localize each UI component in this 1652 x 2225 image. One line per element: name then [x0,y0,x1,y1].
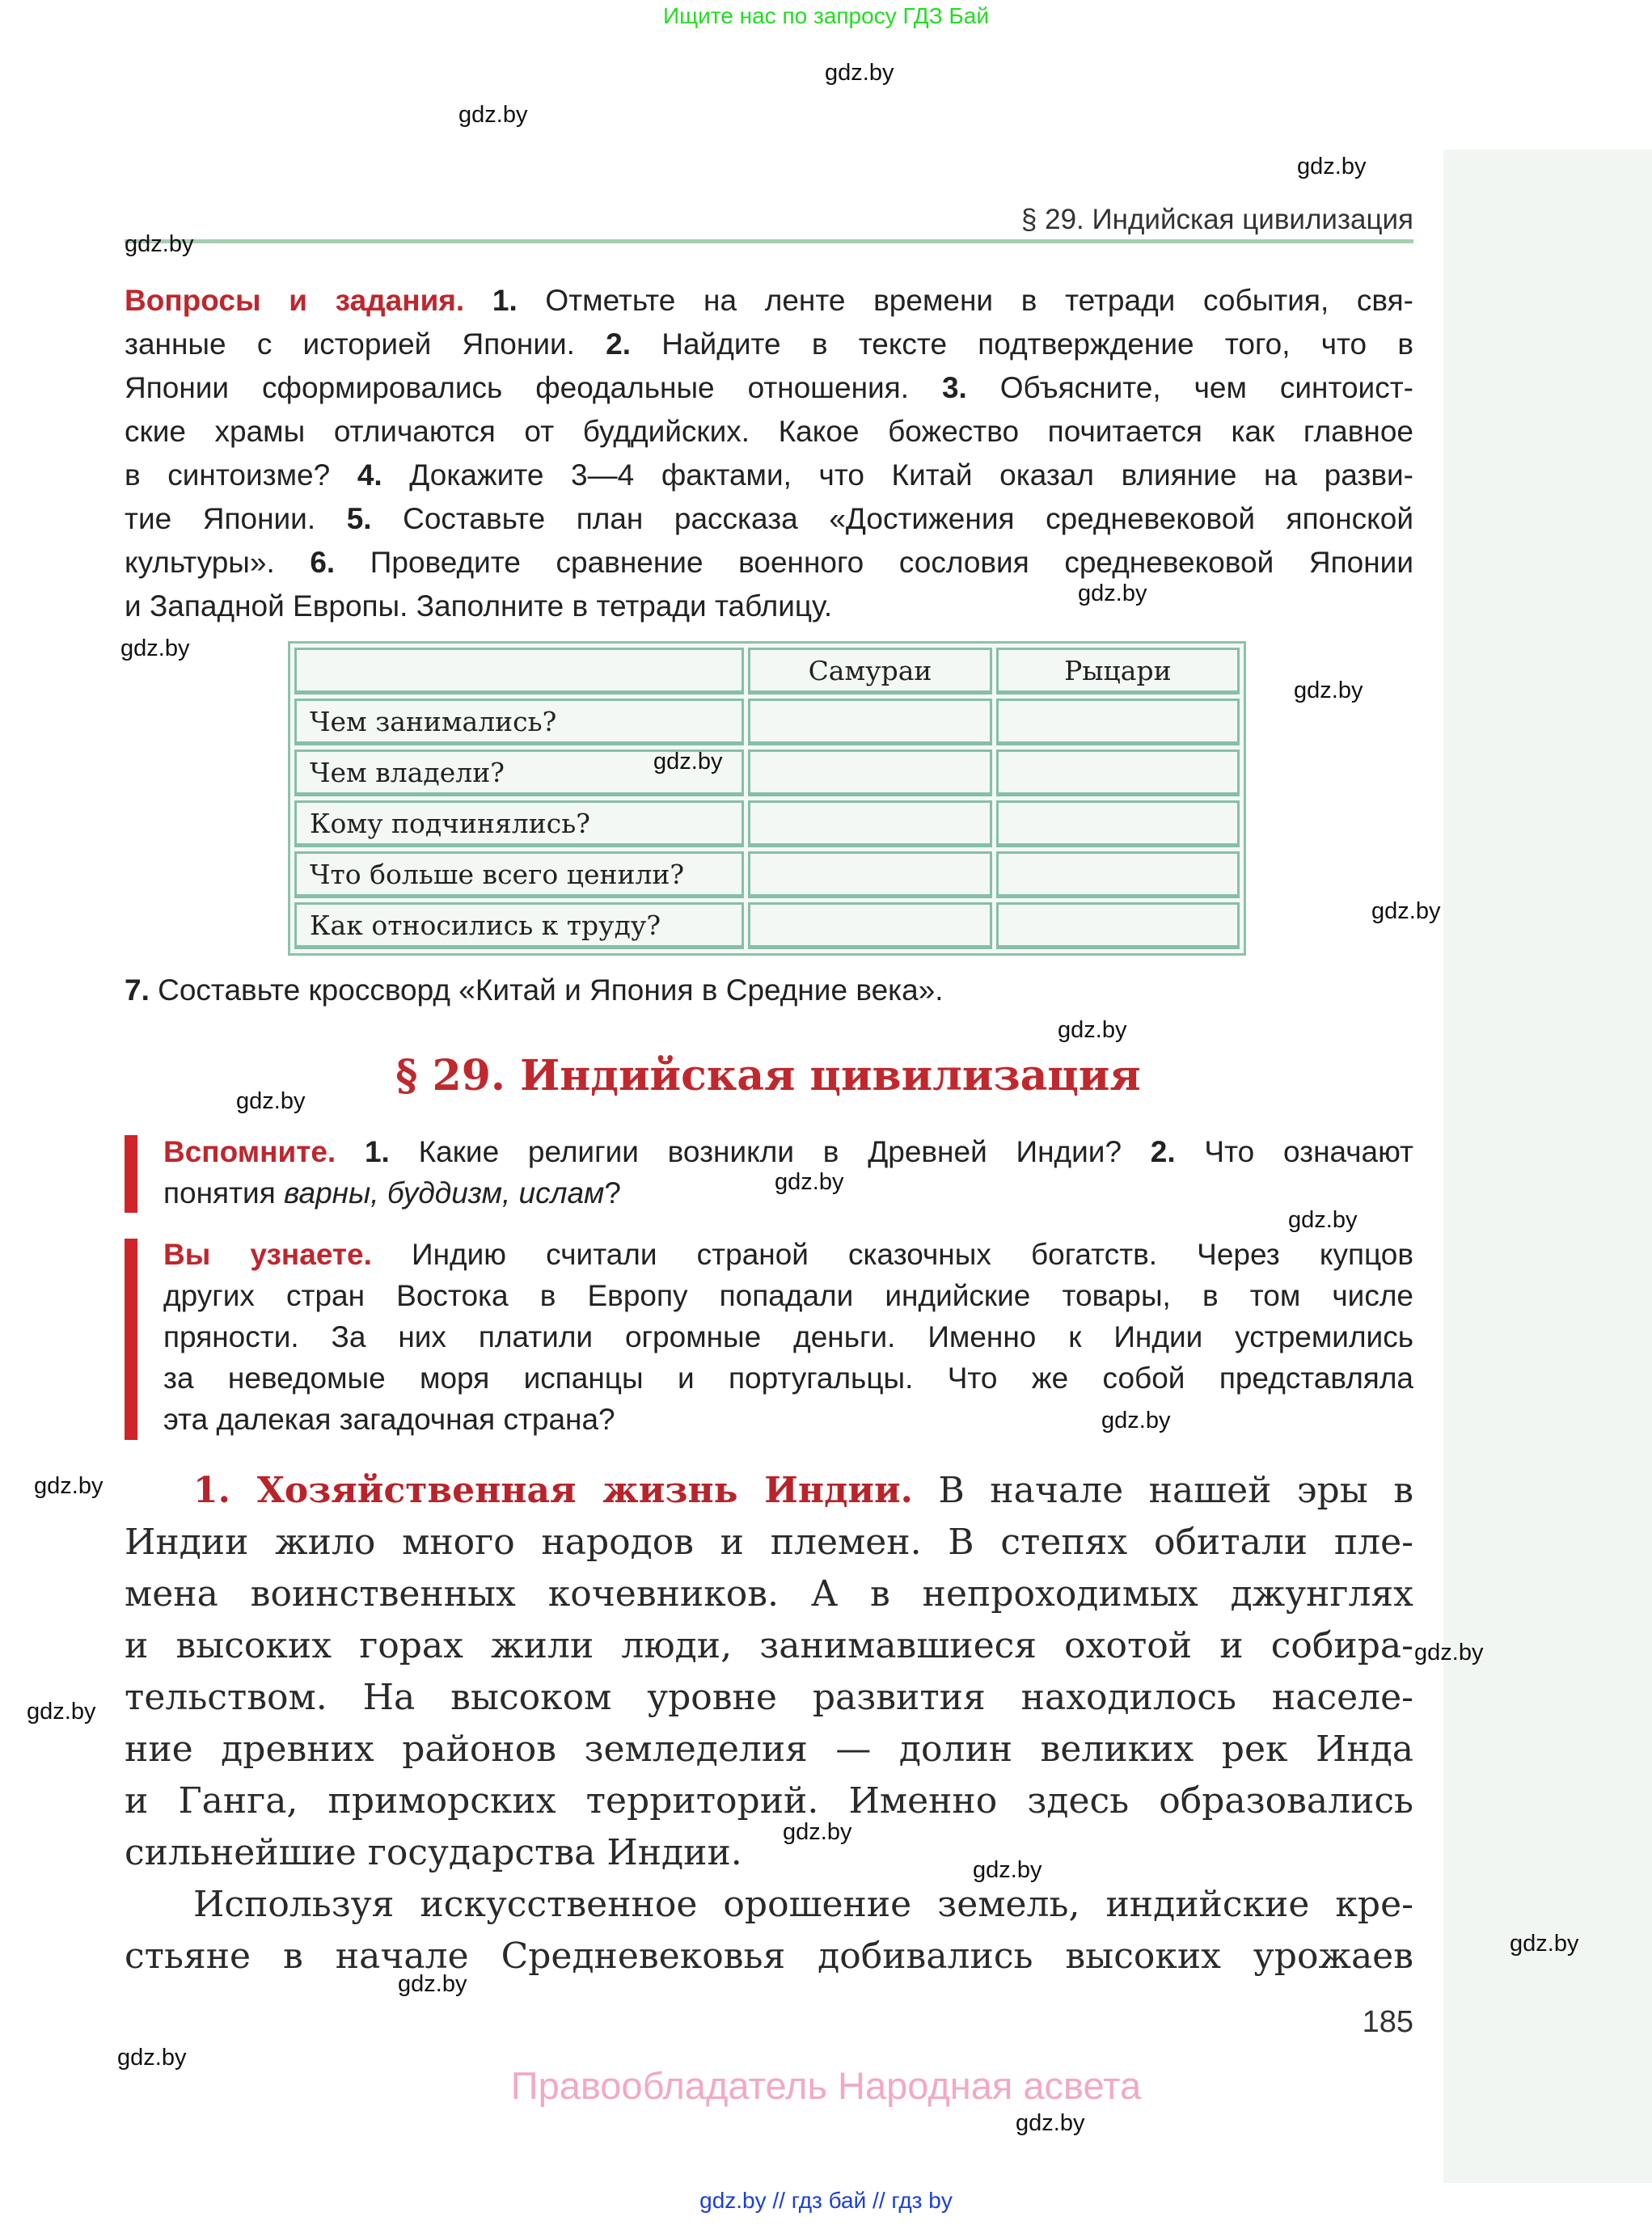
text-segment: 2. [606,327,632,361]
table-row-label: Чем занимались? [294,699,744,745]
header-rule [125,239,1413,243]
text-segment: Докажите 3—4 фактами, что Китай оказал влияние на разви- [382,458,1413,492]
text-segment: Вопросы и задания. [125,284,465,317]
text-line [125,589,1413,624]
section-title: § 29. Индийская цивилизация [395,1051,1141,1100]
text-segment: мена воинственных кочевников. А в непроходимых джунглях [125,1573,1413,1615]
table-cell [996,851,1240,898]
text-segment: Составьте кроссворд «Китай и Япония в Средние века». [149,973,944,1007]
text-line [125,283,1413,319]
task-7 [125,973,1413,1013]
gdz-watermark: gdz.by [973,1857,1042,1883]
text-segment: Индию считали страной сказочных богатств. Через купцов [371,1238,1413,1271]
text-line [125,458,1413,493]
gdz-watermark: gdz.by [825,60,894,86]
gdz-watermark: gdz.by [27,1699,96,1725]
text-segment: ? [604,1176,621,1210]
gdz-watermark: gdz.by [1101,1408,1171,1433]
table-cell [748,902,991,949]
text-segment: занные с историей Японии. [125,327,606,361]
text-segment: 6. [310,546,336,579]
table-cell [748,749,991,796]
table-cell [996,902,1240,949]
gdz-watermark: gdz.by [653,749,723,775]
text-segment: и Ганга, приморских территорий. Именно здесь образовались [125,1780,1413,1822]
gdz-watermark: gdz.by [34,1473,104,1499]
text-line [125,1830,1413,1876]
gdz-watermark: gdz.by [1288,1207,1358,1233]
table-header-cell: Рыцари [996,648,1240,695]
text-line [125,501,1413,537]
text-segment: 1. Хозяйственная жизнь Индии. [193,1470,913,1511]
table-cell [996,749,1240,796]
text-line [163,1237,1413,1273]
gdz-watermark: gdz.by [1058,1017,1127,1043]
table-row-label: Что больше всего ценили? [294,851,744,898]
text-line [163,1134,1413,1170]
text-line [125,545,1413,581]
text-segment: Найдите в тексте подтверждение того, что в [631,327,1413,361]
text-line [125,1520,1413,1565]
text-segment: Индии жило много народов и племен. В степях обитали пле- [125,1522,1413,1563]
learn-bar [125,1239,137,1440]
gdz-watermark: gdz.by [1297,154,1367,179]
text-segment: Отметьте на ленте времени в тетради события, свя- [517,284,1414,317]
text-segment: Что означают [1175,1135,1414,1168]
text-segment: 3. [941,371,967,404]
text-line [193,1882,1413,1927]
side-panel [1443,150,1652,2183]
text-line [163,1319,1413,1355]
text-segment: Проведите сравнение военного сословия средневековой Японии [335,546,1413,579]
table-row [294,749,1240,796]
text-line [125,1623,1413,1669]
gdz-watermark: gdz.by [1414,1640,1484,1666]
text-segment: ние древних районов земледелия — долин великих рек Инда [125,1729,1413,1770]
table-cell [996,800,1240,847]
text-segment: 7. [125,973,150,1007]
table-cell [748,699,991,745]
table-header-row [294,648,1240,695]
gdz-watermark: gdz.by [398,1971,467,1997]
questions-block [125,283,1413,639]
table-row [294,800,1240,847]
bottom-links[interactable]: gdz.by // гдз бай // гдз by [699,2188,953,2213]
text-line [125,1727,1413,1772]
text-segment: 1. [336,1135,390,1168]
gdz-watermark: gdz.by [1510,1931,1579,1957]
page-number: 185 [1362,2005,1413,2039]
gdz-watermark: gdz.by [236,1088,306,1114]
rights-holder-watermark: Правообладатель Народная асвета [510,2064,1142,2107]
table-cell [996,699,1240,745]
gdz-watermark: gdz.by [1016,2110,1085,2136]
text-segment: тие Японии. [125,502,347,535]
text-line [125,1572,1413,1617]
text-segment: 5. [346,502,372,535]
text-segment: стьяне в начале Средневековья добивались высоких урожаев [125,1936,1413,1977]
gdz-watermark: gdz.by [783,1819,852,1845]
text-segment: Вспомните. [163,1135,336,1168]
table-cell [748,851,991,898]
text-segment: В начале нашей эры в [913,1470,1413,1511]
text-segment: тельством. На высоком уровне развития находилось населе- [125,1677,1413,1718]
text-segment: эта далекая загадочная страна? [163,1403,615,1436]
top-ad-link[interactable]: Ищите нас по запросу ГДЗ Бай [662,3,990,28]
table-row-label: Чем владели? [294,749,744,796]
text-line [163,1361,1413,1396]
text-segment: Японии сформировались феодальные отношения. [125,371,942,404]
text-segment: в синтоизме? [125,458,357,492]
text-segment: Используя искусственное орошение земель, индийские кре- [193,1884,1413,1925]
text-segment: 1. [464,284,518,317]
text-segment: варны, буддизм, ислам [284,1176,605,1210]
gdz-watermark: gdz.by [117,2045,187,2071]
gdz-watermark: gdz.by [775,1169,844,1195]
text-segment: Составьте план рассказа «Достижения средневековой японской [371,502,1413,535]
text-line [193,1468,1413,1514]
text-line [125,370,1413,406]
table-row [294,699,1240,745]
comparison-table [288,641,1246,956]
text-line [125,327,1413,362]
text-segment: сильнейшие государства Индии. [125,1832,742,1873]
table-cell [748,800,991,847]
table-row [294,851,1240,898]
table-header-cell: Самураи [748,648,991,695]
text-segment: Объясните, чем синтоист- [966,371,1413,404]
gdz-watermark: gdz.by [125,231,194,257]
section-1-text [125,1468,1413,2002]
running-head: § 29. Индийская цивилизация [1020,204,1413,235]
text-line [125,1675,1413,1720]
text-segment: понятия [163,1176,285,1210]
gdz-watermark: gdz.by [120,635,190,661]
text-line [125,973,1413,1008]
text-segment: и высоких горах жили люди, занимавшиеся охотой и собира- [125,1625,1413,1666]
gdz-watermark: gdz.by [458,102,528,128]
gdz-watermark: gdz.by [1078,581,1147,606]
text-segment: других стран Востока в Европу попадали индийские товары, в том числе [163,1279,1413,1312]
text-line [125,1779,1413,1824]
gdz-watermark: gdz.by [1294,678,1363,703]
text-line [125,1934,1413,1979]
text-segment: ские храмы отличаются от буддийских. Какое божество почитается как главное [125,415,1413,448]
text-segment: Вы узнаете. [163,1238,372,1271]
text-segment: за неведомые моря испанцы и португальцы. Что же собой представляла [163,1362,1413,1395]
table-row [294,902,1240,949]
gdz-watermark: gdz.by [1371,898,1441,924]
table-header-cell [294,648,744,695]
text-line [125,414,1413,450]
text-segment: культуры». [125,546,311,579]
text-segment: 4. [357,458,382,492]
remember-bar [125,1135,137,1213]
learn-block [163,1237,1413,1447]
table-row-label: Как относились к труду? [294,902,744,949]
table-row-label: Кому подчинялись? [294,800,744,847]
text-line [163,1278,1413,1314]
text-segment: Какие религии возникли в Древней Индии? [389,1135,1151,1168]
text-segment: пряности. За них платили огромные деньги. Именно к Индии устремились [163,1320,1413,1353]
text-segment: и Западной Европы. Заполните в тетради таблицу. [125,589,833,623]
text-line [163,1402,1413,1438]
text-segment: 2. [1150,1135,1176,1168]
